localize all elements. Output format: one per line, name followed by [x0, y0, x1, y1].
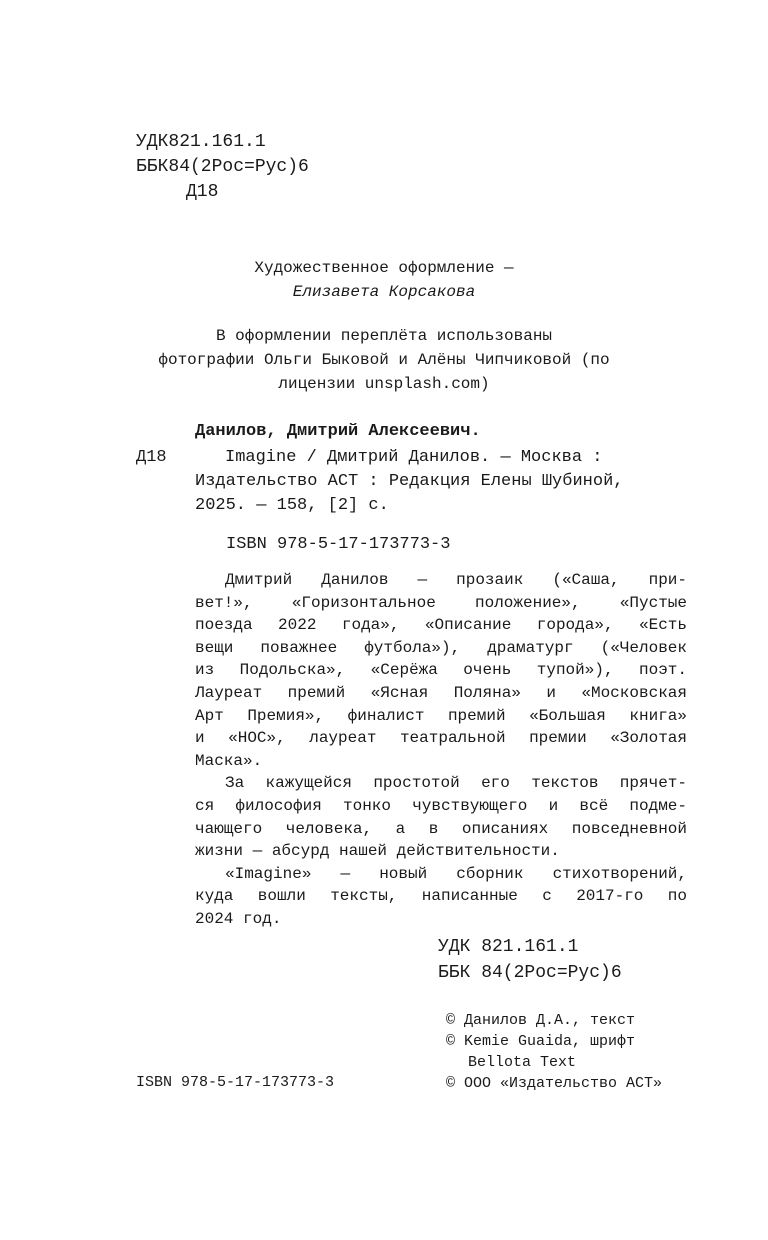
author-mark: Д18 [186, 182, 219, 202]
annotation-line: Арт Премия», финалист премий «Большая книга» [195, 706, 687, 725]
description-line: 2025. — 158, [2] с. [195, 496, 389, 515]
bibliographic-description [195, 446, 687, 518]
annotation-line: Дмитрий Данилов — прозаик («Саша, при- [225, 571, 687, 589]
annotation-line: Маска». [195, 751, 263, 770]
photo-credit-line: лицензии unsplash.com) [278, 375, 490, 393]
copyright-font-name: Bellota Text [468, 1054, 577, 1071]
classification-codes [136, 130, 309, 205]
bbk-code: ББК84(2Рос=Рус)6 [136, 157, 309, 177]
classification-codes-bottom [438, 934, 622, 986]
photo-credit [0, 324, 768, 396]
copyright-text: © Данилов Д.А., текст [446, 1012, 636, 1029]
photo-credit-line: фотографии Ольги Быковой и Алёны Чипчиковой (по [158, 351, 610, 369]
author-heading: Данилов, Дмитрий Алексеевич. [195, 422, 481, 441]
annotation-line: 2024 год. [195, 909, 282, 928]
isbn-bottom: ISBN 978-5-17-173773-3 [136, 1074, 335, 1091]
description-line: Imagine / Дмитрий Данилов. — Москва : [225, 448, 603, 467]
annotation-line: жизни — абсурд нашей действительности. [195, 842, 560, 861]
udk-code-bottom: УДК 821.161.1 [438, 937, 579, 957]
bbk-code-bottom: ББК 84(2Рос=Рус)6 [438, 963, 622, 983]
annotation [195, 569, 687, 931]
copyright-block [446, 1010, 662, 1094]
annotation-line: «Imagine» — новый сборник стихотворений, [225, 864, 687, 883]
copyright-publisher: © ООО «Издательство АСТ» [446, 1075, 663, 1092]
annotation-line: вещи поважнее футбола»), драматург («Человек [195, 638, 687, 657]
record-author-mark: Д18 [136, 448, 167, 467]
designer-name: Елизавета Корсакова [292, 283, 476, 301]
design-credit-label: Художественное оформление — [254, 259, 514, 277]
copyright-font: © Kemie Guaida, шрифт [446, 1033, 636, 1050]
annotation-line: За кажущейся простотой его текстов прячет- [225, 774, 687, 793]
design-credit [0, 256, 768, 304]
annotation-line: вет!», «Горизонтальное положение», «Пустые [195, 593, 687, 612]
annotation-line: из Подольска», «Серёжа очень тупой»), поэт. [195, 661, 687, 680]
photo-credit-line: В оформлении переплёта использованы [215, 327, 553, 345]
annotation-line: Лауреат премий «Ясная Поляна» и «Московская [195, 683, 687, 702]
annotation-line: поезда 2022 года», «Описание города», «Есть [195, 616, 687, 635]
description-line: Издательство АСТ : Редакция Елены Шубиной, [195, 472, 624, 491]
annotation-line: куда вошли тексты, написанные с 2017-го по [195, 887, 687, 906]
annotation-line: чающего человека, а в описаниях повседневной [195, 819, 687, 838]
udk-code: УДК821.161.1 [136, 132, 266, 152]
record-isbn: ISBN 978-5-17-173773-3 [226, 535, 451, 554]
annotation-line: и «НОС», лауреат театральной премии «Золотая [195, 729, 687, 748]
annotation-line: ся философия тонко чувствующего и всё подме- [195, 796, 687, 815]
